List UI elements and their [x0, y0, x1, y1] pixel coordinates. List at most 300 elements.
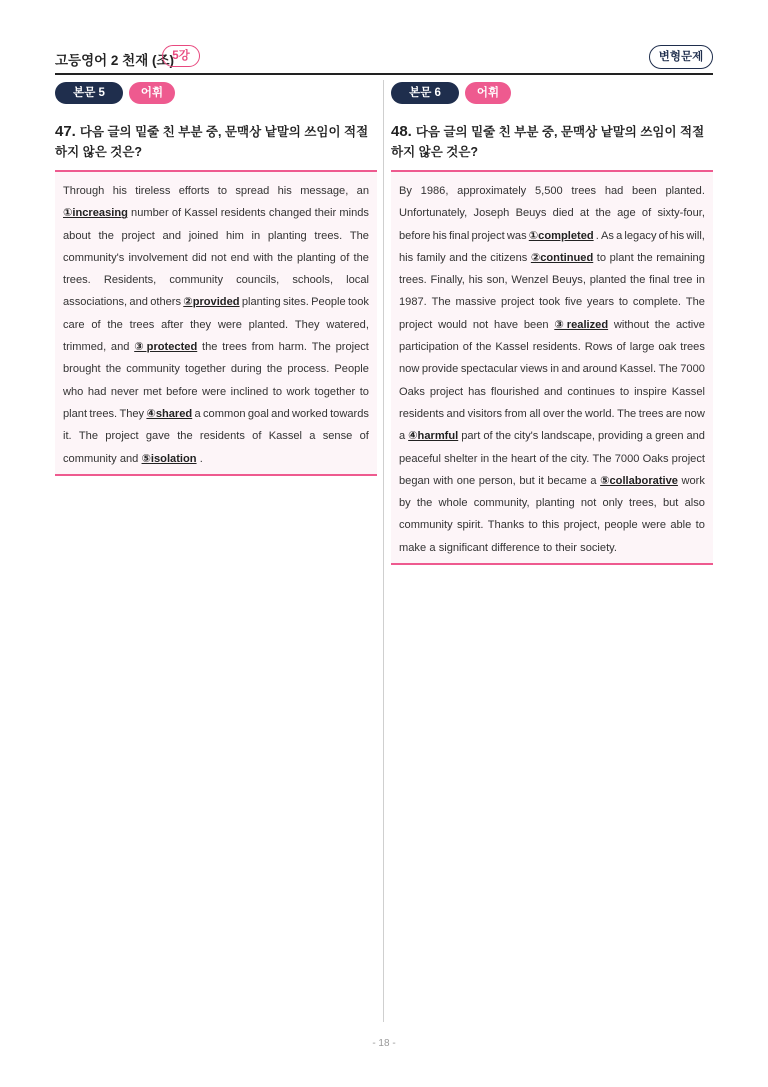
passage-word: a — [616, 229, 623, 242]
passage-line — [399, 403, 705, 425]
passage-word: community — [63, 452, 117, 465]
passage-word: the — [567, 407, 583, 420]
passage-word: goal — [247, 407, 269, 420]
passage-line — [63, 425, 369, 447]
passage-word: Wenzel — [511, 274, 549, 287]
passage-word: The — [617, 407, 637, 420]
question-column-47 — [55, 82, 377, 476]
passage-word: him — [225, 229, 244, 242]
passage-word: city's — [513, 430, 539, 443]
passage-line — [399, 336, 705, 358]
passage-line — [63, 202, 369, 224]
question-column-48 — [391, 82, 713, 565]
passage-word: of — [483, 430, 493, 443]
passage-word: an — [356, 185, 369, 197]
passage-word: tree — [673, 274, 693, 287]
passage-word: took — [347, 296, 369, 309]
passage-word: peaceful — [399, 452, 441, 465]
passage-word: also — [684, 497, 705, 510]
passage-word: and — [561, 363, 581, 376]
passage-word: 5,500 — [534, 185, 563, 197]
passage-line — [399, 291, 705, 313]
passage-line — [399, 202, 705, 224]
passage-word: whole — [438, 497, 468, 510]
passage-word: this — [542, 519, 560, 532]
passage-word: massive — [455, 296, 497, 309]
header-rule — [55, 73, 713, 75]
passage-word: work — [681, 474, 705, 487]
passage-line — [399, 225, 705, 247]
passage-word: plant — [609, 251, 634, 264]
passage-word: make — [399, 541, 427, 554]
passage-word: the — [471, 251, 487, 264]
passage-word: the — [654, 318, 671, 331]
passage-word: People — [311, 296, 346, 309]
question-number: 47. — [55, 123, 76, 140]
passage-word: trees — [680, 341, 705, 354]
passage-word: 7000 — [614, 452, 640, 465]
passage-word: to — [272, 385, 283, 398]
passage-word: harm. — [278, 341, 307, 354]
passage-word: legacy — [624, 229, 657, 242]
passage-word: would — [438, 318, 468, 331]
passage-word: The — [658, 363, 678, 376]
passage-word: Kassel — [671, 385, 705, 398]
passage-word: local — [346, 274, 369, 287]
passage-word: project — [500, 296, 535, 309]
passage-word: about — [63, 229, 91, 242]
passage-word: but — [519, 474, 535, 487]
passage-word: Through — [63, 185, 105, 197]
passage-word: Rows — [584, 341, 613, 354]
passage-word: Beuys, — [552, 274, 586, 287]
passage-word: community's — [63, 251, 125, 264]
passage-word: 7000 — [680, 363, 705, 376]
passage-word: They — [119, 407, 145, 420]
passage-word: by — [399, 497, 411, 510]
passage-line — [399, 381, 705, 403]
passage-word: active — [675, 318, 705, 331]
passage-word: have — [494, 318, 519, 331]
passage-word: the — [492, 452, 508, 465]
passage-word: to — [542, 541, 553, 554]
passage-word: been — [632, 185, 657, 197]
passage-word: age — [617, 207, 636, 220]
passage-word: the — [202, 341, 218, 354]
tag-row — [55, 82, 377, 104]
passage-word: over — [542, 407, 565, 420]
underlined-choice: ③ realized — [554, 318, 609, 331]
passage-word: the — [277, 251, 293, 264]
passage-line — [399, 314, 705, 336]
passage-word: became — [547, 474, 587, 487]
passage-word: end — [230, 251, 250, 264]
passage-word: years — [586, 296, 615, 309]
book-title: 고등영어 2 천재 (조) — [55, 53, 175, 68]
passage-line — [63, 269, 369, 291]
passage-word: residents. — [532, 341, 581, 354]
passage-word: schools, — [292, 274, 334, 287]
passage-word: flourished — [490, 385, 540, 398]
passage-word: The — [431, 296, 451, 309]
passage-box — [391, 170, 713, 565]
passage-word: of — [462, 341, 473, 354]
passage-word: of — [252, 430, 262, 443]
passage-word: a — [590, 474, 597, 487]
passage-box — [55, 170, 377, 476]
passage-word: residents — [199, 430, 245, 443]
passage-word: a — [399, 430, 406, 443]
passage-word: were — [202, 385, 227, 398]
passage-line — [399, 470, 705, 492]
passage-word: watered, — [326, 318, 369, 331]
passage-word: changed — [268, 207, 312, 220]
passage-word: his — [468, 274, 483, 287]
passage-word: it. — [63, 430, 72, 443]
passage-word: Kassel — [495, 341, 529, 354]
passage-word: landscape, — [541, 430, 595, 443]
passage-word: The — [685, 296, 705, 309]
underlined-choice: ①increasing — [63, 207, 128, 220]
underlined-choice: ①completed — [528, 229, 594, 242]
passage-word: Kassel — [268, 430, 303, 443]
passage-word: shelter — [444, 452, 478, 465]
passage-word: 1987. — [399, 296, 427, 309]
passage-line — [399, 180, 705, 202]
passage-word: was — [506, 229, 527, 242]
passage-word: trees — [129, 318, 155, 331]
passage-word: community — [169, 274, 223, 287]
passage-line — [63, 448, 369, 470]
passage-word: and — [271, 407, 290, 420]
passage-word: sixty-four, — [657, 207, 705, 220]
passage-word: complete. — [632, 296, 682, 309]
underlined-choice: ⑤collaborative — [600, 474, 678, 487]
passage-word: around — [582, 363, 618, 376]
passage-word: project — [121, 229, 155, 242]
passage-word: before — [166, 385, 198, 398]
underlined-choice: ②provided — [183, 296, 240, 309]
passage-word: participation — [399, 341, 459, 354]
passage-word: As — [601, 229, 614, 242]
passage-word: to — [695, 519, 705, 532]
passage-word: to — [596, 251, 607, 264]
passage-word: care — [63, 318, 85, 331]
passage-word: visitors — [467, 407, 503, 420]
passage-word: residents — [399, 407, 445, 420]
passage-word: People — [334, 363, 369, 376]
passage-word: of — [539, 452, 549, 465]
passage-word: planting — [296, 251, 336, 264]
passage-word: project — [105, 430, 139, 443]
passage-word: They — [294, 318, 320, 331]
passage-word: planting — [241, 296, 281, 309]
topic-tag: 어휘 — [465, 82, 511, 104]
passage-word: inspire — [634, 385, 667, 398]
passage-word: five — [564, 296, 583, 309]
passage-word: the — [476, 341, 492, 354]
passage-word: trees — [638, 407, 664, 420]
underlined-choice: ③ protected — [134, 341, 198, 354]
passage-word: project — [399, 318, 433, 331]
passage-word: Kassel — [184, 207, 218, 220]
passage-line — [63, 314, 369, 336]
passage-word: of — [171, 207, 182, 220]
passage-word: together — [185, 363, 226, 376]
passage-word: spirit. — [456, 519, 484, 532]
passage-word: had — [604, 185, 624, 197]
passage-word: the — [416, 497, 433, 510]
column-divider — [383, 80, 384, 1022]
passage-word: his — [670, 229, 685, 242]
passage-word: and — [686, 430, 705, 443]
passage-word: planting — [535, 497, 575, 510]
passage-word: his — [277, 185, 292, 197]
passage-word: during — [230, 363, 262, 376]
passage-word: sense — [322, 430, 353, 443]
passage-word: tireless — [135, 185, 171, 197]
passage-word: trimmed, — [63, 341, 107, 354]
passage-word: to — [618, 296, 629, 309]
passage-word: difference — [491, 541, 540, 554]
passage-word: to — [619, 385, 630, 398]
passage-word: city. — [570, 452, 590, 465]
passage-word: approximately — [457, 185, 527, 197]
passage-word: after — [161, 318, 184, 331]
passage-word: views — [520, 363, 548, 376]
passage-word: son, — [486, 274, 508, 287]
passage-word: took — [539, 296, 561, 309]
passage-word: before — [399, 229, 431, 242]
passage-word: message, — [300, 185, 349, 197]
question-text: 다음 글의 밑줄 친 부분 중, 문맥상 낱말의 쓰임이 적절하지 않은 것은? — [391, 125, 705, 159]
passage-word: together — [314, 385, 356, 398]
passage-word: now — [684, 407, 705, 420]
passage-word: work — [286, 385, 310, 398]
passage-word: are — [665, 407, 682, 420]
passage-word: plant — [63, 407, 88, 420]
passage-word: spread — [235, 185, 270, 197]
passage-word: the — [637, 251, 653, 264]
passage-word: the — [353, 251, 369, 264]
passage-word: Oaks — [399, 385, 425, 398]
passage-word: Oaks — [642, 452, 669, 465]
question-type-badge: 변형문제 — [649, 45, 713, 69]
passage-word: died — [552, 207, 574, 220]
passage-word: towards — [330, 407, 369, 420]
passage-word: from — [504, 407, 527, 420]
passage-word: a — [309, 430, 316, 443]
passage-word: the — [595, 207, 611, 220]
passage-word: the — [107, 318, 123, 331]
passage-line — [63, 225, 369, 247]
passage-word: all — [529, 407, 541, 420]
passage-line — [399, 247, 705, 269]
passage-word: part — [461, 430, 481, 443]
passage-word: and — [119, 452, 139, 465]
passage-word: trees — [222, 341, 247, 354]
question-prompt — [391, 122, 713, 162]
passage-word: associations, — [63, 296, 128, 309]
passage-word: his — [432, 229, 447, 242]
page-number: - 18 - — [372, 1038, 396, 1049]
passage-word: will, — [686, 229, 705, 242]
passage-word: to — [528, 519, 538, 532]
passage-word: of — [91, 318, 101, 331]
passage-word: involvement — [128, 251, 188, 264]
passage-word: oak — [658, 341, 677, 354]
passage-word: did — [191, 251, 207, 264]
passage-word: trees — [571, 185, 597, 197]
passage-word: a — [194, 407, 201, 420]
passage-word: By — [399, 185, 412, 197]
passage-word: in — [480, 452, 490, 465]
passage-word: trees. — [399, 274, 427, 287]
passage-word: . — [199, 452, 203, 465]
passage-word: gave — [145, 430, 170, 443]
passage-word: minds — [339, 207, 369, 220]
passage-line — [399, 425, 705, 447]
passage-word: the — [98, 229, 114, 242]
passage-word: brought — [63, 363, 101, 376]
underlined-choice: ②continued — [530, 251, 594, 264]
passage-word: their — [555, 541, 577, 554]
passage-word: to — [217, 185, 227, 197]
passage-word: Finally, — [430, 274, 465, 287]
passage-word: Unfortunately, — [399, 207, 468, 220]
passage-word: met — [143, 385, 162, 398]
passage-word: councils, — [236, 274, 280, 287]
passage-word: and — [449, 251, 468, 264]
passage-word: the — [105, 363, 122, 376]
passage-word: common — [203, 407, 246, 420]
passage-word: project, — [563, 519, 601, 532]
passage-word: residents — [220, 207, 266, 220]
passage-word: community — [126, 363, 180, 376]
passage-word: with — [253, 251, 274, 264]
passage-line — [63, 180, 369, 202]
passage-word: process. — [287, 363, 330, 376]
passage-word: Residents, — [103, 274, 157, 287]
passage-word: were — [217, 318, 242, 331]
passage-line — [63, 381, 369, 403]
underlined-choice: ④shared — [146, 407, 193, 420]
passage-word: provide — [421, 363, 459, 376]
passage-word: significant — [438, 541, 489, 554]
underlined-choice: ⑤isolation — [141, 452, 197, 465]
passage-word: in — [550, 363, 559, 376]
passage-word: large — [629, 341, 655, 354]
passage-word: and — [162, 229, 182, 242]
question-text: 다음 글의 밑줄 친 부분 중, 문맥상 낱말의 쓰임이 적절하지 않은 것은? — [55, 125, 369, 159]
passage-word: The — [311, 341, 331, 354]
passage-word: has — [468, 385, 486, 398]
passage-word: of — [340, 251, 350, 264]
passage-word: final — [649, 274, 670, 287]
passage-word: one — [456, 474, 476, 487]
passage-word: trees. — [314, 229, 343, 242]
passage-word: been — [523, 318, 549, 331]
passage-line — [63, 336, 369, 358]
passage-word: society. — [580, 541, 617, 554]
passage-word: and — [543, 385, 563, 398]
passage-word: Joseph — [473, 207, 510, 220]
passage-word: project — [471, 229, 505, 242]
passage-word: able — [670, 519, 692, 532]
passage-word: of — [616, 341, 626, 354]
page-header — [55, 44, 713, 74]
passage-word: trees. — [89, 407, 118, 420]
passage-word: his — [399, 251, 414, 264]
passage-word: project — [671, 452, 705, 465]
passage-line — [399, 537, 705, 559]
tag-row — [391, 82, 713, 104]
passage-word: of — [359, 430, 369, 443]
passage-word: sites. — [282, 296, 309, 309]
passage-word: The — [592, 452, 612, 465]
passage-word: planting — [267, 229, 307, 242]
passage-word: the — [266, 363, 283, 376]
passage-word: planted — [589, 274, 627, 287]
passage-word: it — [538, 474, 544, 487]
passage-word: community — [399, 519, 453, 532]
passage-word: spectacular — [460, 363, 518, 376]
passage-line — [399, 448, 705, 470]
section-tag: 본문 6 — [391, 82, 459, 104]
question-prompt — [55, 122, 377, 162]
passage-word: community, — [473, 497, 530, 510]
passage-word: remaining — [656, 251, 705, 264]
passage-word: but — [662, 497, 679, 510]
passage-word: not — [472, 318, 489, 331]
passage-word: with — [433, 474, 454, 487]
passage-word: and — [446, 407, 466, 420]
passage-word: inclined — [230, 385, 269, 398]
passage-word: from — [251, 341, 274, 354]
passage-line — [399, 492, 705, 514]
passage-word: to — [359, 385, 369, 398]
passage-word: in — [251, 229, 261, 242]
passage-word: planted. — [665, 185, 705, 197]
passage-word: a — [429, 541, 436, 554]
passage-line — [63, 358, 369, 380]
passage-word: the — [551, 452, 568, 465]
passage-word: were — [641, 519, 667, 532]
passage-word: efforts — [178, 185, 210, 197]
passage-word: without — [613, 318, 650, 331]
passage-word: not — [580, 497, 597, 510]
passage-word: The — [78, 430, 99, 443]
passage-word: who — [63, 385, 84, 398]
passage-line — [399, 514, 705, 536]
lesson-badge: 5강 — [162, 45, 200, 67]
passage-word: at — [579, 207, 590, 220]
passage-word: the — [495, 430, 511, 443]
topic-tag: 어휘 — [129, 82, 175, 104]
passage-line — [63, 291, 369, 313]
passage-word: the — [629, 274, 646, 287]
passage-line — [399, 269, 705, 291]
passage-word: planted. — [248, 318, 289, 331]
passage-word: 1986, — [420, 185, 449, 197]
passage-word: now — [399, 363, 420, 376]
passage-word: began — [399, 474, 430, 487]
passage-word: project — [429, 385, 464, 398]
passage-word: Kassel. — [619, 363, 657, 376]
passage-word: providing — [597, 430, 643, 443]
passage-word: trees, — [629, 497, 657, 510]
passage-word: green — [655, 430, 684, 443]
